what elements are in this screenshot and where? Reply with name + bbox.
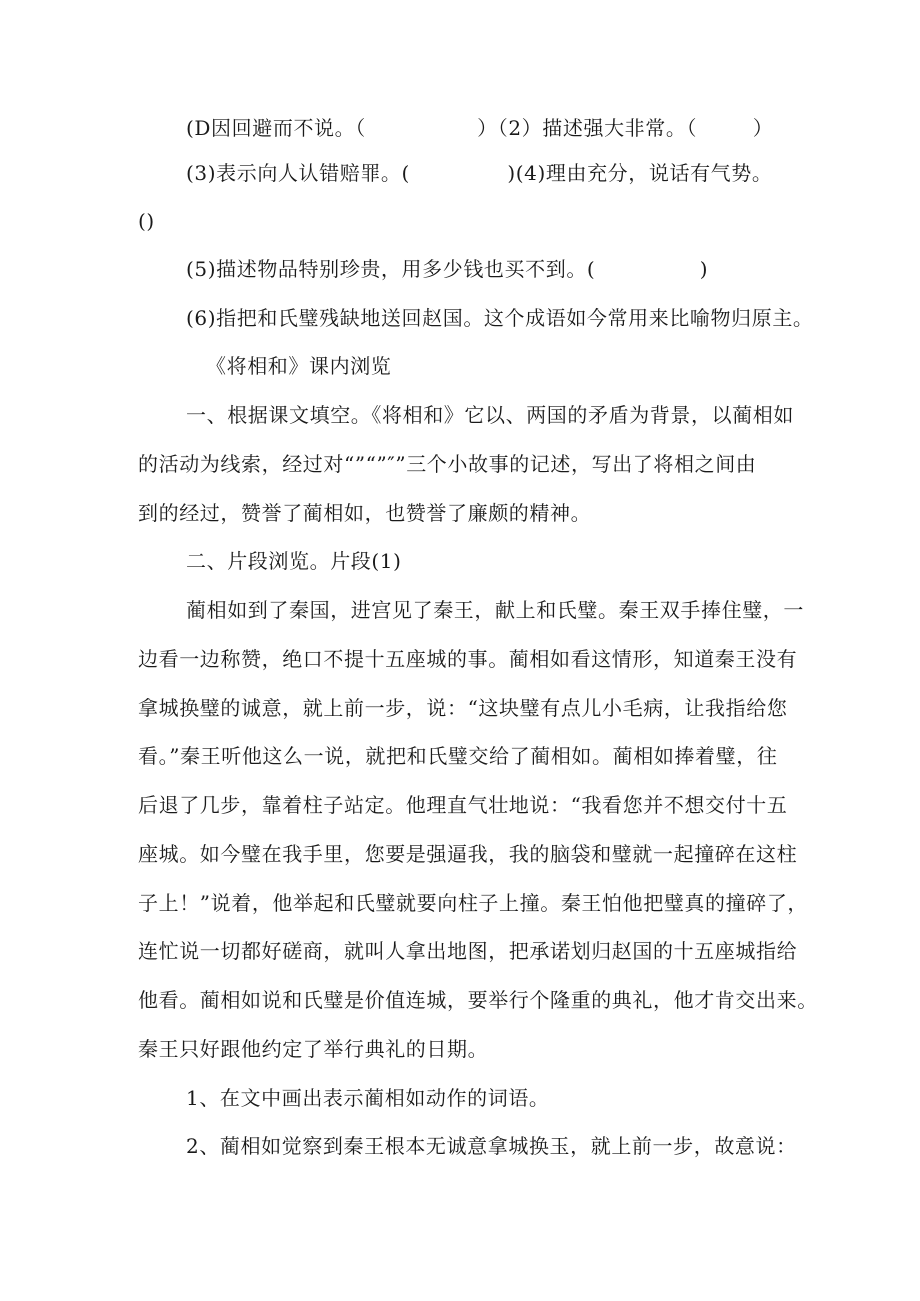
exercise-item-6: (6)指把和氏璧残缺地送回赵国。这个成语如今常用来比喻物归原主。 — [186, 306, 814, 330]
question-2: 2、蔺相如觉察到秦王根本无诚意拿城换玉，就上前一步，故意说： — [186, 1134, 797, 1158]
question-1: 1、在文中画出表示蔺相如动作的词语。 — [186, 1086, 550, 1110]
passage-line-7: 子上！”说着，他举起和氏璧就要向柱子上撞。秦王怕他把璧真的撞碎了， — [138, 891, 809, 915]
passage-line-10: 秦王只好跟他约定了举行典礼的日期。 — [138, 1037, 489, 1061]
exercise-item-5: (5)描述物品特别珍贵，用多少钱也买不到。( ) — [186, 257, 709, 281]
passage-line-8: 连忙说一切都好磋商，就叫人拿出地图，把承诺划归赵国的十五座城指给 — [138, 939, 798, 963]
passage-line-3: 拿城换璧的诚意，就上前一步，说：“这块璧有点儿小毛病，让我指给您 — [138, 696, 788, 720]
fill-blank-line-2: 的活动为线索，经过对“”“”″”三个小故事的记述，写出了将相之间由 — [138, 452, 757, 476]
passage-line-5: 后退了几步，靠着柱子站定。他理直气壮地说：“我看您并不想交付十五 — [138, 793, 788, 817]
passage-heading: 二、片段浏览。片段(1) — [186, 549, 402, 573]
section-title: 《将相和》课内浏览 — [206, 354, 392, 378]
exercise-item-1-2: (D因回避而不说。（ ）（2）描述强大非常。（ ） — [186, 116, 774, 140]
passage-line-1: 蔺相如到了秦国，进宫见了秦王，献上和氏璧。秦王双手捧住璧，一 — [186, 598, 804, 622]
exercise-item-4-continuation: () — [138, 209, 155, 233]
fill-blank-line-3: 到的经过，赞誉了蔺相如，也赞誉了廉颇的精神。 — [138, 501, 592, 525]
passage-line-6: 座城。如今璧在我手里，您要是强逼我，我的脑袋和璧就一起撞碎在这柱 — [138, 842, 798, 866]
exercise-item-3-4: (3)表示向人认错赔罪。( )(4)理由充分，说话有气势。 — [186, 161, 773, 185]
passage-line-2: 边看一边称赞，绝口不提十五座城的事。蔺相如看这情形，知道秦王没有 — [138, 647, 798, 671]
fill-blank-line-1: 一、根据课文填空。《将相和》它以、两国的矛盾为背景，以蔺相如 — [186, 403, 794, 427]
passage-line-4: 看。”秦王听他这么一说，就把和氏璧交给了蔺相如。蔺相如捧着璧，往 — [138, 744, 778, 768]
passage-line-9: 他看。蔺相如说和氏璧是价值连城，要举行个隆重的典礼，他才肯交出来。 — [138, 988, 818, 1012]
